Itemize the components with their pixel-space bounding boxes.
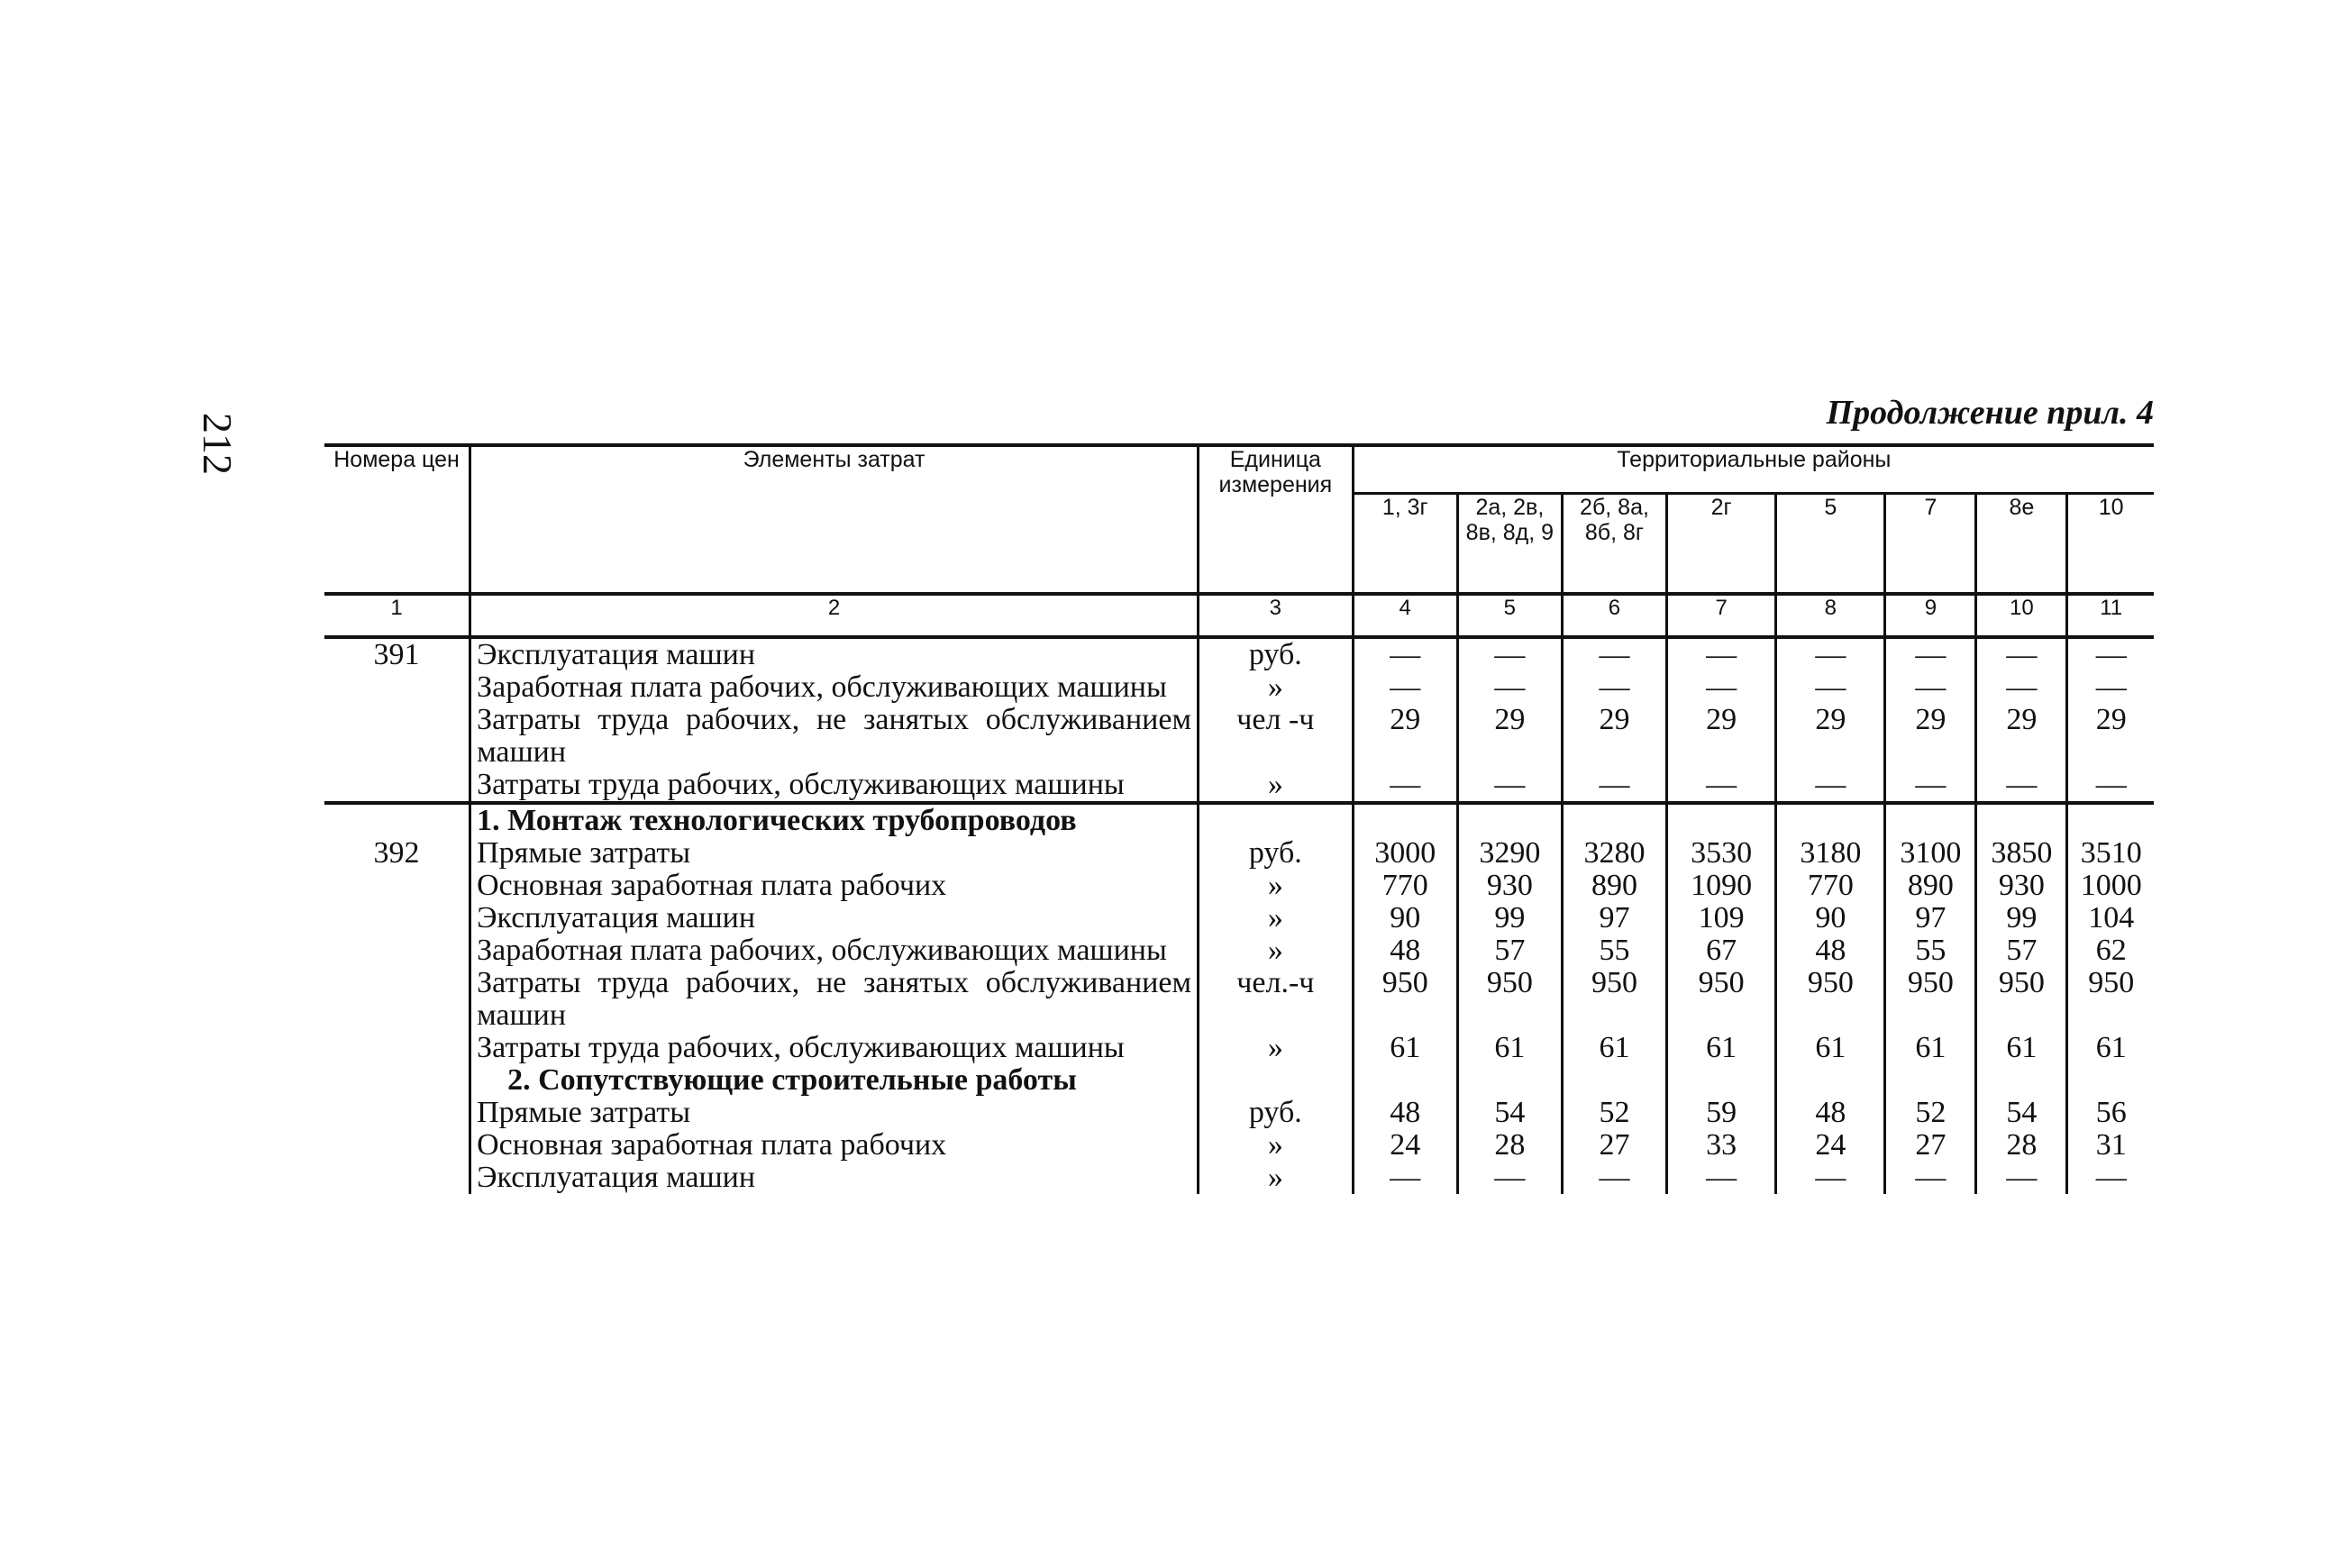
- price-number-empty: [324, 769, 470, 803]
- value-cell: 3000: [1353, 837, 1457, 870]
- empty-cell: [1457, 803, 1562, 837]
- cost-element-label: Эксплуатация машин: [470, 637, 1199, 671]
- value-cell: 67: [1667, 934, 1776, 967]
- value-cell: —: [1562, 769, 1666, 803]
- table-row: [324, 902, 2154, 934]
- value-cell: 770: [1353, 870, 1457, 902]
- unit-cell: »: [1199, 870, 1354, 902]
- table-row: [324, 637, 2154, 671]
- value-cell: 950: [1353, 967, 1457, 1032]
- value-cell: 24: [1353, 1129, 1457, 1162]
- table-row: [324, 704, 2154, 769]
- value-cell: 29: [1885, 704, 1976, 769]
- value-cell: —: [1667, 1162, 1776, 1194]
- header-region: 2а, 2в, 8в, 8д, 9: [1457, 494, 1562, 595]
- value-cell: —: [1885, 769, 1976, 803]
- table-row: [324, 934, 2154, 967]
- value-cell: —: [1885, 671, 1976, 704]
- empty-cell: [1667, 1064, 1776, 1097]
- value-cell: 61: [1976, 1032, 2067, 1064]
- unit-cell: »: [1199, 1162, 1354, 1194]
- unit-cell: »: [1199, 1129, 1354, 1162]
- empty-cell: [1199, 803, 1354, 837]
- value-cell: 48: [1353, 1097, 1457, 1129]
- table-row: [324, 769, 2154, 803]
- value-cell: —: [1885, 637, 1976, 671]
- section-row: [324, 1064, 2154, 1097]
- section-title: 2. Сопутствующие строительные работы: [470, 1064, 1199, 1097]
- cost-element-label: Эксплуатация машин: [470, 1162, 1199, 1194]
- value-cell: —: [1457, 671, 1562, 704]
- section-title: 1. Монтаж технологических трубопроводов: [470, 803, 1199, 837]
- price-number-empty: [324, 1064, 470, 1097]
- value-cell: —: [2067, 671, 2154, 704]
- value-cell: 3850: [1976, 837, 2067, 870]
- empty-cell: [1353, 1064, 1457, 1097]
- cost-element-label: Основная заработная плата рабочих: [470, 870, 1199, 902]
- value-cell: 770: [1776, 870, 1885, 902]
- empty-cell: [1199, 1064, 1354, 1097]
- price-number-empty: [324, 1129, 470, 1162]
- value-cell: 61: [1457, 1032, 1562, 1064]
- value-cell: 950: [1562, 967, 1666, 1032]
- value-cell: 52: [1885, 1097, 1976, 1129]
- column-number: 7: [1667, 594, 1776, 637]
- unit-cell: руб.: [1199, 1097, 1354, 1129]
- header-regions: Территориальные районы: [1353, 445, 2154, 494]
- value-cell: 29: [1353, 704, 1457, 769]
- value-cell: 59: [1667, 1097, 1776, 1129]
- value-cell: 29: [1562, 704, 1666, 769]
- empty-cell: [1885, 803, 1976, 837]
- unit-cell: чел -ч: [1199, 704, 1354, 769]
- value-cell: —: [1457, 769, 1562, 803]
- value-cell: —: [1776, 769, 1885, 803]
- value-cell: —: [1667, 637, 1776, 671]
- page-number: 212: [195, 413, 241, 475]
- column-number-row: [324, 594, 2154, 637]
- column-number: 10: [1976, 594, 2067, 637]
- value-cell: 27: [1562, 1129, 1666, 1162]
- cost-element-label: Основная заработная плата рабочих: [470, 1129, 1199, 1162]
- value-cell: 31: [2067, 1129, 2154, 1162]
- value-cell: 33: [1667, 1129, 1776, 1162]
- value-cell: 29: [1667, 704, 1776, 769]
- table-row: [324, 1129, 2154, 1162]
- unit-cell: руб.: [1199, 637, 1354, 671]
- value-cell: 48: [1353, 934, 1457, 967]
- value-cell: —: [2067, 1162, 2154, 1194]
- value-cell: 62: [2067, 934, 2154, 967]
- value-cell: 97: [1562, 902, 1666, 934]
- cost-table: [324, 443, 2154, 1194]
- value-cell: 24: [1776, 1129, 1885, 1162]
- value-cell: —: [1353, 769, 1457, 803]
- continuation-label: Продолжение прил. 4: [1826, 394, 2154, 432]
- value-cell: —: [2067, 769, 2154, 803]
- value-cell: 55: [1885, 934, 1976, 967]
- value-cell: —: [1562, 637, 1666, 671]
- table-row: [324, 1032, 2154, 1064]
- table-body: [324, 637, 2154, 1194]
- value-cell: 950: [1667, 967, 1776, 1032]
- value-cell: 950: [1776, 967, 1885, 1032]
- value-cell: 29: [1976, 704, 2067, 769]
- value-cell: 3290: [1457, 837, 1562, 870]
- column-number: 8: [1776, 594, 1885, 637]
- value-cell: —: [1776, 671, 1885, 704]
- cost-element-label: Прямые затраты: [470, 1097, 1199, 1129]
- empty-cell: [1562, 803, 1666, 837]
- cost-element-label: Заработная плата рабочих, обслуживающих машины: [470, 934, 1199, 967]
- value-cell: 950: [1976, 967, 2067, 1032]
- empty-cell: [1562, 1064, 1666, 1097]
- value-cell: 27: [1885, 1129, 1976, 1162]
- header-region: 10: [2067, 494, 2154, 595]
- value-cell: —: [1353, 671, 1457, 704]
- value-cell: 90: [1353, 902, 1457, 934]
- value-cell: 61: [1353, 1032, 1457, 1064]
- header-region: 7: [1885, 494, 1976, 595]
- cost-element-label: Заработная плата рабочих, обслуживающих машины: [470, 671, 1199, 704]
- value-cell: 1090: [1667, 870, 1776, 902]
- cost-element-label: Затраты труда рабочих, обслуживающих машины: [470, 1032, 1199, 1064]
- section-row: [324, 803, 2154, 837]
- value-cell: 61: [2067, 1032, 2154, 1064]
- value-cell: —: [1976, 769, 2067, 803]
- unit-cell: руб.: [1199, 837, 1354, 870]
- value-cell: 52: [1562, 1097, 1666, 1129]
- value-cell: 99: [1457, 902, 1562, 934]
- value-cell: 61: [1667, 1032, 1776, 1064]
- value-cell: 3280: [1562, 837, 1666, 870]
- cost-element-label: Эксплуатация машин: [470, 902, 1199, 934]
- header-elements: Элементы затрат: [470, 445, 1199, 594]
- value-cell: 28: [1976, 1129, 2067, 1162]
- value-cell: —: [1457, 637, 1562, 671]
- table-row: [324, 837, 2154, 870]
- value-cell: —: [1776, 637, 1885, 671]
- value-cell: 48: [1776, 934, 1885, 967]
- value-cell: 56: [2067, 1097, 2154, 1129]
- value-cell: 54: [1457, 1097, 1562, 1129]
- table-row: [324, 870, 2154, 902]
- empty-cell: [1976, 1064, 2067, 1097]
- cost-element-label: Затраты труда рабочих, не занятых обслуживанием машин: [470, 967, 1199, 1032]
- value-cell: 3100: [1885, 837, 1976, 870]
- value-cell: —: [1976, 637, 2067, 671]
- price-number-empty: [324, 1032, 470, 1064]
- value-cell: 29: [1457, 704, 1562, 769]
- cost-element-label: Прямые затраты: [470, 837, 1199, 870]
- column-number: 9: [1885, 594, 1976, 637]
- value-cell: 950: [2067, 967, 2154, 1032]
- cost-element-label: Затраты труда рабочих, обслуживающих машины: [470, 769, 1199, 803]
- header-region: 5: [1776, 494, 1885, 595]
- value-cell: 61: [1776, 1032, 1885, 1064]
- value-cell: 29: [2067, 704, 2154, 769]
- value-cell: 61: [1562, 1032, 1666, 1064]
- value-cell: —: [1667, 769, 1776, 803]
- cost-element-label: Затраты труда рабочих, не занятых обслуживанием машин: [470, 704, 1199, 769]
- column-number: 4: [1353, 594, 1457, 637]
- value-cell: 109: [1667, 902, 1776, 934]
- value-cell: 3180: [1776, 837, 1885, 870]
- unit-cell: »: [1199, 769, 1354, 803]
- header-region: 1, 3г: [1353, 494, 1457, 595]
- value-cell: 950: [1885, 967, 1976, 1032]
- empty-cell: [2067, 803, 2154, 837]
- header-region: 2б, 8а, 8б, 8г: [1562, 494, 1666, 595]
- table-row: [324, 1097, 2154, 1129]
- price-number: 392: [324, 837, 470, 870]
- value-cell: 29: [1776, 704, 1885, 769]
- unit-cell: »: [1199, 902, 1354, 934]
- price-number-empty: [324, 1097, 470, 1129]
- unit-cell: чел.-ч: [1199, 967, 1354, 1032]
- value-cell: 48: [1776, 1097, 1885, 1129]
- price-number-empty: [324, 704, 470, 769]
- header-number: Номера цен: [324, 445, 470, 594]
- empty-cell: [1776, 803, 1885, 837]
- price-number-empty: [324, 870, 470, 902]
- empty-cell: [2067, 1064, 2154, 1097]
- empty-cell: [1667, 803, 1776, 837]
- value-cell: 61: [1885, 1032, 1976, 1064]
- price-number-empty: [324, 1162, 470, 1194]
- unit-cell: »: [1199, 671, 1354, 704]
- value-cell: 57: [1976, 934, 2067, 967]
- value-cell: —: [1976, 671, 2067, 704]
- price-number-empty: [324, 902, 470, 934]
- table-row: [324, 967, 2154, 1032]
- price-number-empty: [324, 967, 470, 1032]
- value-cell: 930: [1976, 870, 2067, 902]
- empty-cell: [1976, 803, 2067, 837]
- value-cell: 90: [1776, 902, 1885, 934]
- value-cell: —: [1562, 671, 1666, 704]
- value-cell: 930: [1457, 870, 1562, 902]
- unit-cell: »: [1199, 934, 1354, 967]
- value-cell: 97: [1885, 902, 1976, 934]
- price-number-empty: [324, 934, 470, 967]
- price-number-empty: [324, 671, 470, 704]
- unit-cell: »: [1199, 1032, 1354, 1064]
- value-cell: —: [1776, 1162, 1885, 1194]
- column-number: 2: [470, 594, 1199, 637]
- header-unit: Единица измерения: [1199, 445, 1354, 594]
- value-cell: 104: [2067, 902, 2154, 934]
- value-cell: 28: [1457, 1129, 1562, 1162]
- value-cell: 1000: [2067, 870, 2154, 902]
- column-number: 11: [2067, 594, 2154, 637]
- value-cell: 3530: [1667, 837, 1776, 870]
- value-cell: 99: [1976, 902, 2067, 934]
- value-cell: —: [1353, 637, 1457, 671]
- value-cell: 54: [1976, 1097, 2067, 1129]
- table-row: [324, 671, 2154, 704]
- value-cell: —: [1667, 671, 1776, 704]
- column-number: 5: [1457, 594, 1562, 637]
- value-cell: —: [1353, 1162, 1457, 1194]
- header-region: 2г: [1667, 494, 1776, 595]
- value-cell: —: [1457, 1162, 1562, 1194]
- column-number: 3: [1199, 594, 1354, 637]
- value-cell: 890: [1885, 870, 1976, 902]
- price-number-empty: [324, 803, 470, 837]
- empty-cell: [1885, 1064, 1976, 1097]
- column-number: 6: [1562, 594, 1666, 637]
- column-number: 1: [324, 594, 470, 637]
- header-region: 8е: [1976, 494, 2067, 595]
- empty-cell: [1353, 803, 1457, 837]
- value-cell: 890: [1562, 870, 1666, 902]
- value-cell: 3510: [2067, 837, 2154, 870]
- table-row: [324, 1162, 2154, 1194]
- value-cell: 57: [1457, 934, 1562, 967]
- value-cell: —: [1885, 1162, 1976, 1194]
- value-cell: 950: [1457, 967, 1562, 1032]
- value-cell: —: [2067, 637, 2154, 671]
- value-cell: 55: [1562, 934, 1666, 967]
- price-number: 391: [324, 637, 470, 671]
- value-cell: —: [1976, 1162, 2067, 1194]
- empty-cell: [1776, 1064, 1885, 1097]
- empty-cell: [1457, 1064, 1562, 1097]
- value-cell: —: [1562, 1162, 1666, 1194]
